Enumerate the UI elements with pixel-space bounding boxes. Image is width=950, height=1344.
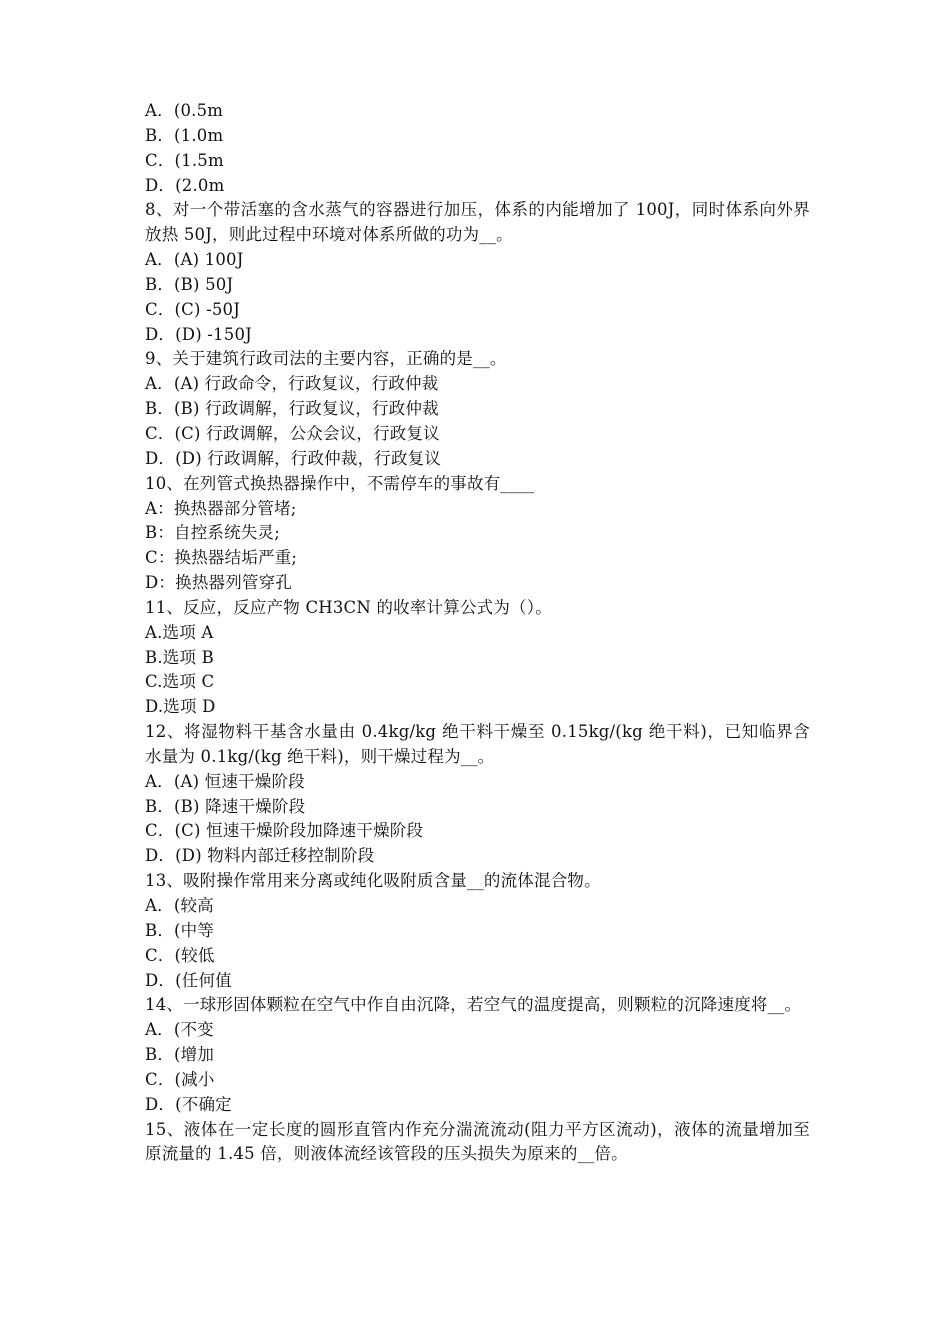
question-10: 10、在列管式换热器操作中，不需停车的事故有____	[145, 473, 535, 493]
option-line: D．(D) 物料内部迁移控制阶段	[145, 846, 375, 866]
option-line: C．(C) -50J	[145, 299, 241, 319]
question-14: 14、一球形固体颗粒在空气中作自由沉降，若空气的温度提高，则颗粒的沉降速度将__。	[145, 995, 802, 1015]
option-line: B．(增加	[145, 1045, 215, 1065]
option-line: A．(较高	[145, 896, 214, 915]
option-line: B．(B) 降速干燥阶段	[145, 796, 306, 816]
option-line: C.选项 C	[145, 672, 215, 692]
option-line: A．(0.5m	[145, 101, 224, 120]
option-line: B．(B) 50J	[145, 274, 234, 294]
option-line: B．(中等	[145, 920, 215, 940]
option-line: A．(A) 恒速干燥阶段	[145, 771, 305, 791]
option-line: C．(较低	[145, 945, 215, 965]
option-line: C．(C) 恒速干燥阶段加降速干燥阶段	[145, 821, 424, 841]
question-15: 15、液体在一定长度的圆形直管内作充分湍流流动(阻力平方区流动)，液体的流量增加至原流量的 1.45 倍，则液体流经该管段的压头损失为原来的__倍。	[145, 1119, 810, 1164]
option-line: D：换热器列管穿孔	[145, 573, 293, 593]
option-line: C．(减小	[145, 1069, 215, 1089]
option-line: A．(A) 行政命令，行政复议，行政仲裁	[145, 374, 439, 394]
option-line: A：换热器部分管堵;	[145, 498, 297, 518]
option-line: C：换热器结垢严重;	[145, 548, 298, 568]
option-line: C．(1.5m	[145, 150, 224, 170]
option-line: D．(任何值	[145, 970, 232, 990]
question-12: 12、将湿物料干基含水量由 0.4kg/kg 绝干料干燥至 0.15kg/(kg 绝干料)，已知临界含水量为 0.1kg/(kg 绝干料)，则干燥过程为__。	[145, 722, 810, 766]
option-line: D．(D) -150J	[145, 324, 252, 344]
option-line: D.选项 D	[145, 697, 216, 717]
question-11: 11、反应，反应产物 CH3CN 的收率计算公式为（）。	[145, 597, 552, 617]
option-line: D．(D) 行政调解，行政仲裁，行政复议	[145, 448, 442, 468]
option-line: B：自控系统失灵;	[145, 523, 280, 543]
option-line: B．(1.0m	[145, 125, 224, 145]
option-line: A．(不变	[145, 1020, 214, 1040]
option-line: A．(A) 100J	[145, 250, 244, 270]
question-9: 9、关于建筑行政司法的主要内容，正确的是__。	[145, 349, 507, 369]
option-line: B.选项 B	[145, 647, 214, 667]
question-13: 13、吸附操作常用来分离或纯化吸附质含量__的流体混合物。	[145, 871, 601, 891]
question-8: 8、对一个带活塞的含水蒸气的容器进行加压，体系的内能增加了 100J，同时体系向外界放热 50J，则此过程中环境对体系所做的功为__。	[145, 200, 810, 245]
option-line: D．(不确定	[145, 1094, 232, 1114]
option-line: C．(C) 行政调解，公众会议，行政复议	[145, 423, 440, 443]
option-line: D．(2.0m	[145, 175, 225, 195]
document-page	[145, 99, 810, 1167]
option-line: B．(B) 行政调解，行政复议，行政仲裁	[145, 399, 439, 419]
option-line: A.选项 A	[145, 622, 214, 642]
